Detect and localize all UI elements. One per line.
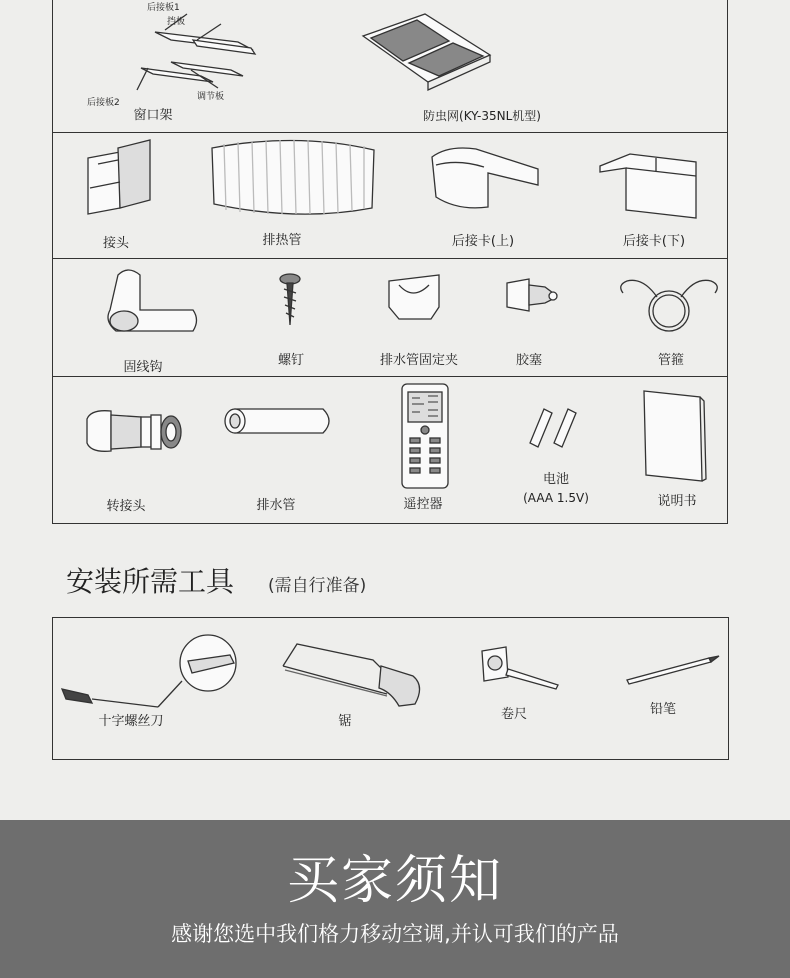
cable-hook-illustration bbox=[98, 265, 208, 340]
manual-label: 说明书 bbox=[657, 494, 697, 509]
manual-cell bbox=[613, 377, 729, 524]
window-bracket-cell bbox=[53, 0, 353, 132]
rear-clip-upper-label: 后接卡(上) bbox=[451, 234, 515, 249]
exhaust-hose-label: 排热管 bbox=[262, 233, 302, 248]
battery-cell bbox=[488, 377, 613, 524]
rear-clip-upper-illustration bbox=[428, 145, 558, 215]
screw-label: 螺钉 bbox=[277, 353, 305, 368]
insect-screen-cell bbox=[353, 0, 729, 132]
connector-label: 接头 bbox=[102, 236, 130, 251]
adjust-panel-label: 调节板 bbox=[197, 92, 225, 102]
saw-label: 锯 bbox=[338, 714, 352, 729]
hose-clamp-cell bbox=[593, 259, 729, 376]
saw-illustration bbox=[273, 636, 433, 711]
connector-illustration bbox=[78, 138, 168, 223]
accessories-row-4 bbox=[53, 377, 727, 524]
buyer-notice-subtitle: 感谢您选中我们格力移动空调,并认可我们的产品 bbox=[171, 922, 619, 946]
tools-section-title: 安装所需工具 bbox=[66, 565, 235, 598]
cable-hook-cell bbox=[53, 259, 228, 376]
remote-cell bbox=[358, 377, 488, 524]
window-bracket-label: 窗口架 bbox=[133, 108, 173, 123]
rear-panel-2-label: 后接板2 bbox=[87, 98, 120, 108]
saw-cell bbox=[253, 618, 443, 759]
drain-clip-label: 排水管固定夹 bbox=[379, 353, 459, 368]
exhaust-hose-illustration bbox=[208, 138, 383, 218]
rear-panel-1-label: 后接板1 bbox=[147, 3, 180, 13]
hose-clamp-label: 管箍 bbox=[657, 353, 685, 368]
adapter-illustration bbox=[81, 405, 191, 465]
rubber-plug-label: 胶塞 bbox=[515, 353, 543, 368]
battery-spec-label: (AAA 1.5V) bbox=[523, 491, 589, 505]
cable-hook-label: 固线钩 bbox=[123, 360, 163, 375]
hose-clamp-illustration bbox=[613, 267, 723, 337]
remote-label: 遥控器 bbox=[403, 497, 443, 512]
baffle-label: 挡板 bbox=[167, 17, 186, 27]
adapter-cell bbox=[53, 377, 203, 524]
drain-pipe-cell bbox=[203, 377, 358, 524]
buyer-notice-title: 买家须知 bbox=[286, 851, 503, 911]
accessories-row-1 bbox=[53, 0, 727, 133]
exhaust-hose-cell bbox=[198, 133, 398, 258]
tape-measure-label: 卷尺 bbox=[500, 707, 528, 722]
drain-pipe-illustration bbox=[223, 405, 338, 439]
rear-clip-lower-illustration bbox=[596, 148, 716, 223]
pencil-label: 铅笔 bbox=[649, 702, 677, 717]
tools-section-note: (需自行准备) bbox=[268, 576, 367, 596]
connector-cell bbox=[53, 133, 198, 258]
accessories-row-3 bbox=[53, 259, 727, 377]
pencil-cell bbox=[583, 618, 730, 759]
adapter-label: 转接头 bbox=[106, 499, 146, 514]
drain-clip-illustration bbox=[383, 271, 453, 331]
manual-illustration bbox=[638, 387, 713, 482]
insect-screen-label: 防虫网(KY-35NL机型) bbox=[423, 109, 541, 123]
remote-illustration bbox=[400, 382, 450, 490]
screwdriver-label: 十字螺丝刀 bbox=[98, 714, 164, 729]
drain-clip-cell bbox=[353, 259, 483, 376]
insect-screen-illustration bbox=[353, 0, 729, 110]
accessories-row-2 bbox=[53, 133, 727, 259]
screw-cell bbox=[228, 259, 353, 376]
tape-cell bbox=[443, 618, 583, 759]
rear-clip-lower-label: 后接卡(下) bbox=[622, 234, 686, 249]
tape-measure-illustration bbox=[478, 643, 568, 698]
rubber-plug-cell bbox=[483, 259, 593, 376]
battery-label: 电池 bbox=[542, 472, 570, 487]
pencil-illustration bbox=[623, 648, 723, 688]
accessories-table bbox=[52, 0, 728, 524]
screwdriver-cell bbox=[53, 618, 253, 759]
rear-clip-upper-cell bbox=[398, 133, 578, 258]
drain-pipe-label: 排水管 bbox=[256, 498, 296, 513]
rubber-plug-illustration bbox=[503, 275, 573, 320]
screwdriver-illustration bbox=[58, 633, 248, 713]
screw-illustration bbox=[278, 273, 308, 333]
battery-illustration bbox=[528, 405, 588, 450]
tools-box bbox=[52, 617, 729, 760]
rear-clip-lower-cell bbox=[578, 133, 729, 258]
